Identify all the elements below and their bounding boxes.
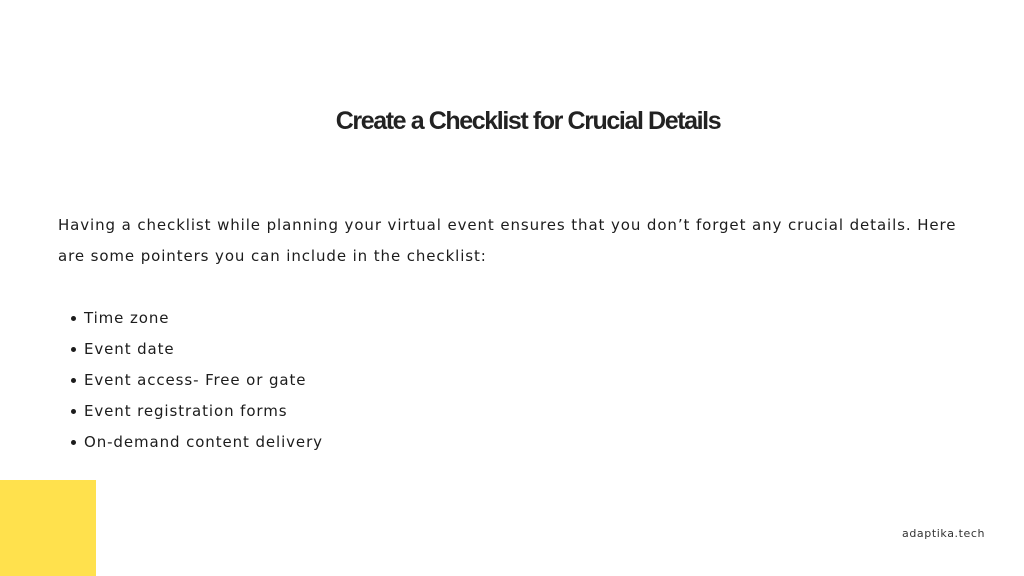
slide-title: Create a Checklist for Crucial Details (335, 107, 721, 135)
checklist-item (84, 334, 323, 365)
checklist-item (84, 303, 323, 334)
intro-paragraph: Having a checklist while planning your virtual event ensures that you don’t forget any crucial details. Here are some pointers you can include in the checklist: (58, 216, 957, 265)
checklist-item (84, 427, 323, 458)
checklist (84, 303, 323, 458)
checklist-item-text: On-demand content delivery (84, 433, 323, 451)
checklist-item-text: Time zone (84, 309, 170, 327)
bullet-icon (71, 347, 76, 352)
bullet-icon (71, 440, 76, 445)
checklist-item (84, 396, 323, 427)
checklist-item-text: Event access- Free or gate (84, 371, 307, 389)
checklist-item-text: Event date (84, 340, 175, 358)
checklist-item-text: Event registration forms (84, 402, 288, 420)
bullet-icon (71, 316, 76, 321)
bullet-icon (71, 409, 76, 414)
bullet-icon (71, 378, 76, 383)
accent-square (0, 480, 96, 576)
checklist-item (84, 365, 323, 396)
brand-label: adaptika.tech (902, 527, 986, 540)
